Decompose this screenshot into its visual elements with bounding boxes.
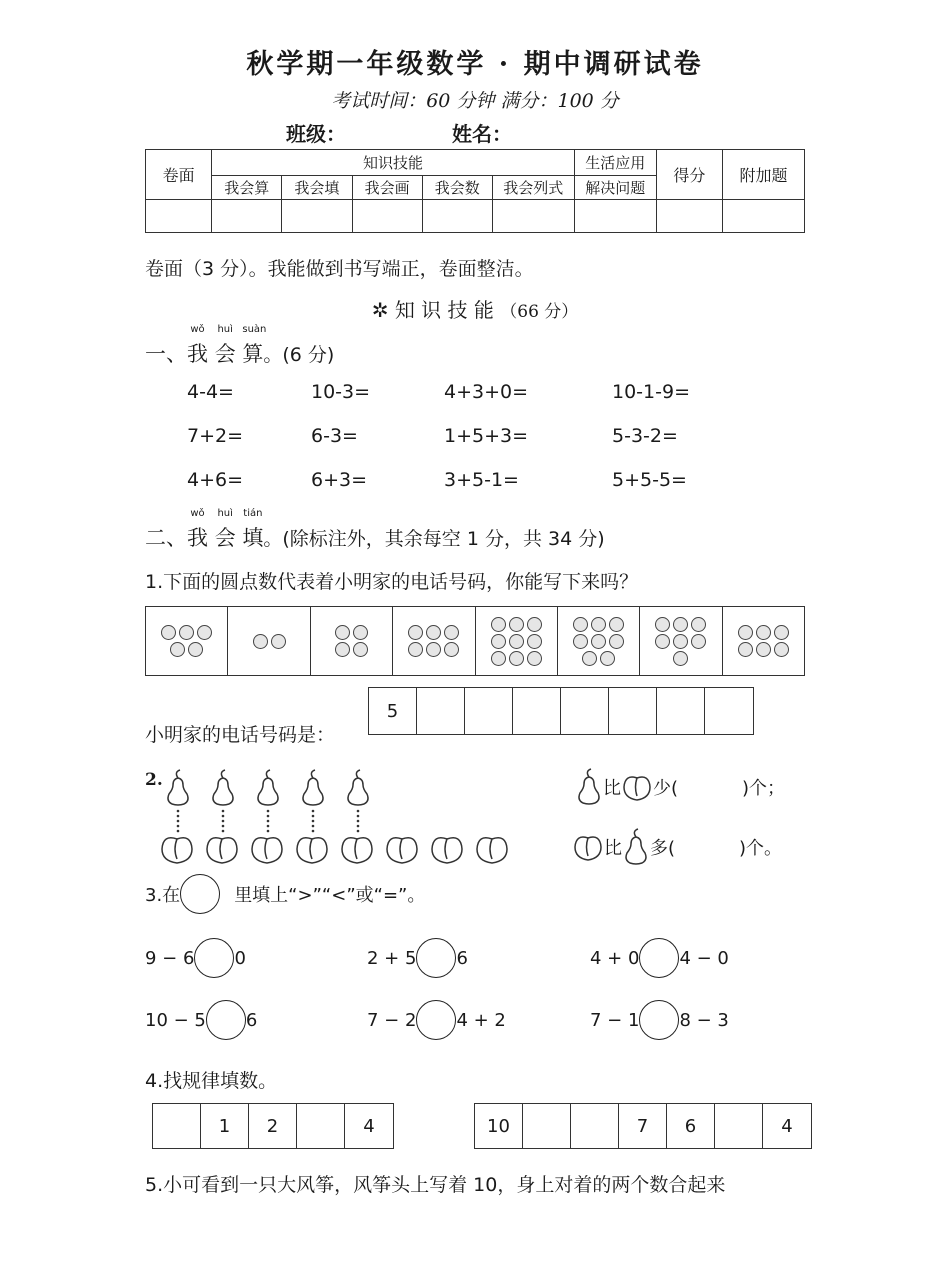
dot-icon [673, 634, 688, 649]
name-label: 姓名： [452, 122, 512, 146]
pinyin: huì [217, 508, 233, 519]
sequence-box[interactable]: 10 [475, 1104, 523, 1148]
dot-cell [558, 607, 640, 675]
dot-icon [161, 625, 176, 640]
sequence-box[interactable] [571, 1104, 619, 1148]
hanzi: 会 [214, 526, 236, 550]
pinyin-char [187, 324, 208, 368]
link-dot [177, 830, 180, 833]
dot-icon [197, 625, 212, 640]
dot-cell [393, 607, 475, 675]
link-dot [312, 825, 315, 828]
dot-icon [271, 634, 286, 649]
calc-expression[interactable]: 1+5+3= [444, 425, 529, 447]
dot-icon [738, 625, 753, 640]
sub-col: 我会算 [212, 176, 282, 200]
compare-circle[interactable] [194, 938, 234, 978]
dot-icon [353, 642, 368, 657]
pear-icon [213, 770, 233, 805]
link-dot [222, 810, 225, 813]
dot-icon [335, 642, 350, 657]
sequence-box[interactable] [715, 1104, 763, 1148]
calc-expression[interactable]: 10-3= [311, 381, 371, 403]
link-dot [357, 815, 360, 818]
peach-icon [477, 838, 507, 863]
score-cell[interactable] [282, 200, 352, 233]
sequence-2 [474, 1103, 812, 1149]
q2-number: 2. [145, 770, 163, 790]
q3-text [145, 874, 425, 914]
dot-icon [609, 634, 624, 649]
circle-icon [180, 874, 220, 914]
hanzi: 算 [242, 342, 264, 366]
q3-text-b: 里填上“>”“<”或“=”。 [234, 885, 426, 906]
compare-circle[interactable] [206, 1000, 246, 1040]
compare-right: 8 − 3 [679, 1009, 729, 1031]
pear-icon [575, 768, 603, 806]
pear-icon [168, 770, 188, 805]
sub-col: 我会画 [352, 176, 422, 200]
q2-bi: 比 [604, 838, 622, 859]
dot-icon [573, 634, 588, 649]
link-dot [357, 810, 360, 813]
score-cell[interactable] [352, 200, 422, 233]
dot-icon [738, 642, 753, 657]
link-dot [267, 830, 270, 833]
dot-cell [476, 607, 558, 675]
compare-circle[interactable] [416, 938, 456, 978]
score-cell[interactable] [212, 200, 282, 233]
link-dot [177, 820, 180, 823]
link-dot [357, 825, 360, 828]
dot-icon [573, 617, 588, 632]
calc-expression[interactable]: 6+3= [311, 469, 368, 491]
dot-icon [691, 617, 706, 632]
sub-col: 我会填 [282, 176, 352, 200]
fruit-illustration [150, 765, 570, 870]
flower-icon: ✲ [371, 298, 389, 322]
neatness-note: 卷面（3 分）。我能做到书写端正，卷面整洁。 [145, 258, 534, 280]
dot-icon [691, 634, 706, 649]
dot-icon [491, 617, 506, 632]
peach-icon [297, 838, 327, 863]
link-dot [177, 815, 180, 818]
q2-line2 [572, 828, 782, 866]
col-zhishi: 知识技能 [212, 150, 575, 176]
link-dot [177, 825, 180, 828]
calc-expression[interactable]: 3+5-1= [444, 469, 519, 491]
sub-col: 我会数 [422, 176, 492, 200]
section-title [0, 294, 950, 323]
compare-circle[interactable] [639, 1000, 679, 1040]
hanzi: 会 [214, 342, 236, 366]
q2-end: )个。 [739, 838, 783, 859]
link-dot [177, 810, 180, 813]
dot-cell [228, 607, 310, 675]
dot-icon [509, 651, 524, 666]
dot-icon [188, 642, 203, 657]
hanzi: 我 [187, 526, 208, 550]
pear-icon [348, 770, 368, 805]
pinyin-char [214, 324, 236, 368]
part2-prefix: 二、 [145, 526, 187, 550]
link-dot [312, 830, 315, 833]
link-dot [222, 825, 225, 828]
compare-right: 6 [245, 1009, 258, 1031]
q2-bi: 比 [603, 778, 621, 799]
peach-icon [342, 838, 372, 863]
dot-icon [408, 625, 423, 640]
dot-icon [444, 642, 459, 657]
score-cell[interactable] [422, 200, 492, 233]
dot-icon [527, 651, 542, 666]
compare-left: 2 + 5 [367, 947, 417, 969]
q4-text: 4.找规律填数。 [145, 1070, 278, 1092]
phone-boxes [368, 687, 754, 735]
dot-icon [335, 625, 350, 640]
pinyin: wǒ [190, 508, 205, 519]
compare-left: 9 − 6 [145, 947, 195, 969]
q2-shao: 少( [653, 778, 679, 799]
compare-item [145, 938, 246, 978]
pear-icon [622, 828, 650, 866]
dot-icon [655, 634, 670, 649]
compare-right: 4 − 0 [679, 947, 729, 969]
phone-digit-box[interactable]: 5 [369, 688, 417, 734]
dot-icon [509, 634, 524, 649]
compare-left: 10 − 5 [145, 1009, 206, 1031]
pinyin: suàn [242, 324, 267, 335]
compare-right: 4 + 2 [456, 1009, 506, 1031]
dot-cell [146, 607, 228, 675]
score-cell[interactable] [656, 200, 722, 233]
dot-icon [774, 625, 789, 640]
link-dot [267, 820, 270, 823]
dot-cell [640, 607, 722, 675]
pear-icon [258, 770, 278, 805]
dot-icon [253, 634, 268, 649]
phone-digit-box[interactable] [657, 688, 705, 734]
sequence-1 [152, 1103, 394, 1149]
compare-left: 7 − 2 [367, 1009, 417, 1031]
sequence-box[interactable] [153, 1104, 201, 1148]
pear-icon [303, 770, 323, 805]
dot-icon [527, 617, 542, 632]
dot-icon [408, 642, 423, 657]
pinyin: wǒ [190, 324, 205, 335]
pinyin: huì [217, 324, 233, 335]
part1-suffix: 。(6 分) [263, 344, 335, 366]
calc-expression[interactable]: 4-4= [187, 381, 234, 403]
compare-item [367, 1000, 506, 1040]
dot-icon [756, 625, 771, 640]
q2-line1 [575, 768, 785, 806]
q3-text-a: 3.在 [145, 885, 181, 906]
score-table [145, 149, 805, 233]
phone-label: 小明家的电话号码是： [145, 724, 336, 746]
peach-icon [207, 838, 237, 863]
dot-icon [756, 642, 771, 657]
calc-expression[interactable]: 10-1-9= [612, 381, 690, 403]
score-cell[interactable] [722, 200, 804, 233]
section-title-points: （66 分） [500, 302, 579, 322]
hanzi: 我 [187, 342, 208, 366]
peach-icon [432, 838, 462, 863]
peach-icon [572, 832, 604, 862]
sequence-box[interactable] [297, 1104, 345, 1148]
link-dot [222, 820, 225, 823]
dot-icon [673, 651, 688, 666]
part1-header [145, 324, 335, 368]
dot-icon [426, 642, 441, 657]
sequence-box[interactable] [523, 1104, 571, 1148]
peach-icon [162, 838, 192, 863]
dot-icon [426, 625, 441, 640]
score-cell[interactable] [146, 200, 212, 233]
page-title: 秋学期一年级数学 · 期中调研试卷 [246, 49, 704, 80]
dot-cell [723, 607, 804, 675]
dot-icon [353, 625, 368, 640]
link-dot [312, 810, 315, 813]
sequence-box[interactable]: 4 [363, 1115, 375, 1137]
q1-text: 1.下面的圆点数代表着小明家的电话号码，你能写下来吗？ [145, 571, 639, 593]
dot-icon [491, 651, 506, 666]
phone-digit-box[interactable] [465, 688, 513, 734]
phone-digit-box[interactable] [417, 688, 465, 734]
pinyin: tián [243, 508, 263, 519]
dot-icon [673, 617, 688, 632]
dot-icon [582, 651, 597, 666]
dot-icon [600, 651, 615, 666]
part2-suffix: 。(除标注外，其余每空 1 分，共 34 分) [263, 528, 605, 550]
calc-expression[interactable]: 7+2= [187, 425, 244, 447]
compare-item [590, 938, 729, 978]
link-dot [222, 830, 225, 833]
phone-digit-box[interactable] [705, 688, 753, 734]
dot-icon [170, 642, 185, 657]
pinyin-char [214, 508, 236, 552]
sequence-box[interactable]: 1 [201, 1104, 249, 1148]
peach-icon [621, 772, 653, 802]
dot-icon [774, 642, 789, 657]
pinyin-char [242, 324, 267, 368]
phone-digit-box[interactable] [513, 688, 561, 734]
link-dot [357, 820, 360, 823]
score-cell[interactable] [492, 200, 574, 233]
q2-end: )个； [742, 778, 786, 799]
dot-icon [609, 617, 624, 632]
sequence-box[interactable]: 2 [249, 1104, 297, 1148]
sub-col: 我会列式 [492, 176, 574, 200]
pinyin-char [242, 508, 264, 552]
col-juanmian: 卷面 [146, 150, 212, 200]
calc-expression[interactable]: 5+5-5= [612, 469, 687, 491]
compare-item [590, 1000, 729, 1040]
compare-circle[interactable] [416, 1000, 456, 1040]
dot-cell [311, 607, 393, 675]
part2-header [145, 508, 605, 552]
score-cell[interactable] [574, 200, 656, 233]
dot-icon [527, 634, 542, 649]
calc-expression[interactable]: 4+6= [187, 469, 244, 491]
compare-item [367, 938, 468, 978]
phone-digit-box[interactable] [561, 688, 609, 734]
dot-icon [655, 617, 670, 632]
exam-info: 考试时间：60 分钟 满分：100 分 [331, 90, 619, 112]
sequence-box[interactable]: 6 [667, 1104, 715, 1148]
calc-expression[interactable]: 4+3+0= [444, 381, 529, 403]
calc-expression[interactable]: 5-3-2= [612, 425, 678, 447]
link-dot [267, 825, 270, 828]
compare-item [145, 1000, 257, 1040]
link-dot [267, 815, 270, 818]
link-dot [312, 815, 315, 818]
dot-icon [591, 634, 606, 649]
sub-col: 解决问题 [574, 176, 656, 200]
sequence-box[interactable]: 4 [781, 1115, 793, 1137]
col-shenghuo: 生活应用 [574, 150, 656, 176]
pinyin-char [187, 508, 208, 552]
section-title-text: 知 识 技 能 [394, 298, 494, 322]
dot-icon [509, 617, 524, 632]
link-dot [267, 810, 270, 813]
class-label: 班级： [286, 122, 346, 146]
hanzi: 填 [242, 526, 264, 550]
dot-icon [444, 625, 459, 640]
dot-row [145, 606, 805, 676]
dot-icon [179, 625, 194, 640]
sequence-box[interactable]: 7 [619, 1104, 667, 1148]
peach-icon [387, 838, 417, 863]
q5-text: 5.小可看到一只大风筝，风筝头上写着 10，身上对着的两个数合起来 [145, 1174, 726, 1196]
part1-prefix: 一、 [145, 342, 187, 366]
compare-circle[interactable] [639, 938, 679, 978]
compare-right: 6 [456, 947, 468, 969]
link-dot [357, 830, 360, 833]
calc-expression[interactable]: 6-3= [311, 425, 358, 447]
compare-right: 0 [234, 947, 246, 969]
compare-left: 7 − 1 [590, 1009, 640, 1031]
col-fujia: 附加题 [722, 150, 804, 200]
link-dot [222, 815, 225, 818]
dot-icon [591, 617, 606, 632]
link-dot [312, 820, 315, 823]
dot-icon [491, 634, 506, 649]
q2-duo: 多( [650, 838, 676, 859]
col-defen: 得分 [656, 150, 722, 200]
phone-digit-box[interactable] [609, 688, 657, 734]
peach-icon [252, 838, 282, 863]
compare-left: 4 + 0 [590, 947, 640, 969]
